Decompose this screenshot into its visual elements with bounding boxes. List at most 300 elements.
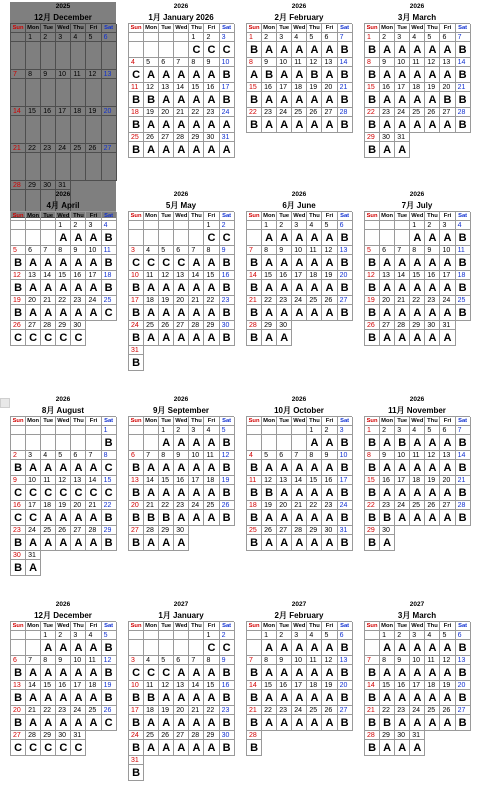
day-entry-cell[interactable]: A [262, 715, 277, 731]
day-entry-cell[interactable]: A [322, 305, 337, 321]
day-entry-cell[interactable]: B [338, 230, 353, 246]
day-entry-cell[interactable]: A [425, 67, 440, 83]
day-entry-cell[interactable]: A [159, 690, 174, 706]
day-entry-cell[interactable]: C [204, 42, 219, 58]
day-entry-cell[interactable]: A [174, 510, 189, 526]
day-entry-cell[interactable]: A [189, 305, 204, 321]
day-entry-cell[interactable]: A [410, 485, 425, 501]
day-entry-cell[interactable]: A [322, 67, 337, 83]
day-entry-cell[interactable]: A [204, 305, 219, 321]
day-entry-cell[interactable] [11, 42, 26, 70]
day-entry-cell[interactable]: B [365, 142, 380, 158]
day-entry-cell[interactable]: A [262, 117, 277, 133]
day-entry-cell[interactable]: B [338, 690, 353, 706]
day-entry-cell[interactable]: A [425, 230, 440, 246]
day-entry-cell[interactable]: A [26, 715, 41, 731]
day-entry-cell[interactable]: C [174, 255, 189, 271]
day-entry-cell[interactable]: A [71, 230, 86, 246]
day-entry-cell[interactable]: A [204, 92, 219, 108]
day-entry-cell[interactable]: B [365, 485, 380, 501]
day-entry-cell[interactable]: A [204, 740, 219, 756]
day-entry-cell[interactable]: A [380, 330, 395, 346]
day-entry-cell[interactable]: A [174, 67, 189, 83]
day-entry-cell[interactable]: A [277, 665, 292, 681]
day-entry-cell[interactable]: A [41, 715, 56, 731]
day-entry-cell[interactable] [11, 153, 26, 181]
day-entry-cell[interactable]: A [159, 117, 174, 133]
day-entry-cell[interactable] [11, 79, 26, 107]
day-entry-cell[interactable]: B [365, 255, 380, 271]
day-entry-cell[interactable]: B [365, 535, 380, 551]
day-entry-cell[interactable]: C [11, 510, 26, 526]
day-entry-cell[interactable]: B [129, 535, 144, 551]
day-entry-cell[interactable]: A [440, 42, 455, 58]
day-entry-cell[interactable]: A [86, 535, 101, 551]
day-entry-cell[interactable]: B [338, 435, 353, 451]
day-entry-cell[interactable]: B [380, 715, 395, 731]
day-entry-cell[interactable]: B [365, 715, 380, 731]
day-entry-cell[interactable]: B [247, 305, 262, 321]
day-entry-cell[interactable]: B [365, 330, 380, 346]
day-entry-cell[interactable] [159, 640, 174, 656]
day-entry-cell[interactable]: B [338, 92, 353, 108]
day-entry-cell[interactable]: B [220, 740, 235, 756]
day-entry-cell[interactable]: A [56, 535, 71, 551]
day-entry-cell[interactable]: A [26, 665, 41, 681]
day-entry-cell[interactable]: A [26, 535, 41, 551]
day-entry-cell[interactable]: B [144, 510, 159, 526]
day-entry-cell[interactable]: A [380, 740, 395, 756]
day-entry-cell[interactable]: B [247, 485, 262, 501]
day-entry-cell[interactable]: A [395, 67, 410, 83]
day-entry-cell[interactable]: A [307, 280, 322, 296]
day-entry-cell[interactable]: C [71, 485, 86, 501]
day-entry-cell[interactable]: B [456, 690, 471, 706]
day-entry-cell[interactable]: A [292, 460, 307, 476]
day-entry-cell[interactable] [129, 435, 144, 451]
day-entry-cell[interactable]: B [338, 485, 353, 501]
day-entry-cell[interactable]: A [395, 460, 410, 476]
day-entry-cell[interactable]: A [189, 715, 204, 731]
day-entry-cell[interactable] [56, 116, 71, 144]
day-entry-cell[interactable]: A [71, 510, 86, 526]
day-entry-cell[interactable]: A [277, 230, 292, 246]
day-entry-cell[interactable]: B [247, 330, 262, 346]
day-entry-cell[interactable]: B [129, 280, 144, 296]
day-entry-cell[interactable]: C [41, 485, 56, 501]
day-entry-cell[interactable]: C [26, 510, 41, 526]
day-entry-cell[interactable]: A [410, 460, 425, 476]
day-entry-cell[interactable]: A [189, 92, 204, 108]
row-marker[interactable] [0, 398, 10, 408]
day-entry-cell[interactable]: A [144, 142, 159, 158]
day-entry-cell[interactable]: A [86, 460, 101, 476]
day-entry-cell[interactable]: A [425, 460, 440, 476]
day-entry-cell[interactable]: B [11, 690, 26, 706]
day-entry-cell[interactable]: A [277, 67, 292, 83]
day-entry-cell[interactable]: B [220, 510, 235, 526]
day-entry-cell[interactable]: A [410, 255, 425, 271]
day-entry-cell[interactable]: C [159, 255, 174, 271]
day-entry-cell[interactable]: A [204, 510, 219, 526]
day-entry-cell[interactable]: A [410, 230, 425, 246]
day-entry-cell[interactable]: A [395, 640, 410, 656]
day-entry-cell[interactable]: A [174, 142, 189, 158]
day-entry-cell[interactable]: A [174, 305, 189, 321]
day-entry-cell[interactable] [56, 153, 71, 181]
day-entry-cell[interactable]: A [440, 435, 455, 451]
day-entry-cell[interactable]: B [456, 715, 471, 731]
day-entry-cell[interactable]: A [189, 460, 204, 476]
day-entry-cell[interactable]: A [410, 715, 425, 731]
day-entry-cell[interactable]: A [204, 690, 219, 706]
day-entry-cell[interactable]: A [425, 92, 440, 108]
day-entry-cell[interactable] [144, 640, 159, 656]
day-entry-cell[interactable]: B [129, 355, 144, 371]
day-entry-cell[interactable] [189, 640, 204, 656]
day-entry-cell[interactable]: B [365, 460, 380, 476]
day-entry-cell[interactable]: A [41, 665, 56, 681]
day-entry-cell[interactable]: A [144, 330, 159, 346]
day-entry-cell[interactable]: B [220, 255, 235, 271]
day-entry-cell[interactable]: A [292, 280, 307, 296]
day-entry-cell[interactable]: B [129, 690, 144, 706]
day-entry-cell[interactable]: A [56, 640, 71, 656]
day-entry-cell[interactable]: B [102, 690, 117, 706]
day-entry-cell[interactable]: B [338, 715, 353, 731]
day-entry-cell[interactable]: A [425, 485, 440, 501]
day-entry-cell[interactable]: A [425, 690, 440, 706]
day-entry-cell[interactable]: A [380, 640, 395, 656]
day-entry-cell[interactable]: A [440, 255, 455, 271]
day-entry-cell[interactable]: A [71, 535, 86, 551]
day-entry-cell[interactable]: B [247, 92, 262, 108]
day-entry-cell[interactable]: C [159, 665, 174, 681]
day-entry-cell[interactable]: B [11, 460, 26, 476]
day-entry-cell[interactable]: A [41, 280, 56, 296]
day-entry-cell[interactable]: A [322, 92, 337, 108]
day-entry-cell[interactable] [144, 230, 159, 246]
day-entry-cell[interactable] [102, 116, 117, 144]
day-entry-cell[interactable]: A [56, 690, 71, 706]
day-entry-cell[interactable]: C [220, 230, 235, 246]
day-entry-cell[interactable]: B [247, 42, 262, 58]
day-entry-cell[interactable]: C [204, 230, 219, 246]
day-entry-cell[interactable]: A [322, 690, 337, 706]
day-entry-cell[interactable]: A [220, 142, 235, 158]
day-entry-cell[interactable]: B [338, 640, 353, 656]
day-entry-cell[interactable] [365, 230, 380, 246]
day-entry-cell[interactable] [129, 230, 144, 246]
day-entry-cell[interactable]: A [395, 255, 410, 271]
day-entry-cell[interactable] [247, 640, 262, 656]
day-entry-cell[interactable]: B [365, 117, 380, 133]
day-entry-cell[interactable]: A [292, 42, 307, 58]
day-entry-cell[interactable]: A [425, 665, 440, 681]
day-entry-cell[interactable]: B [365, 690, 380, 706]
day-entry-cell[interactable]: B [456, 42, 471, 58]
day-entry-cell[interactable]: C [26, 485, 41, 501]
day-entry-cell[interactable]: A [159, 67, 174, 83]
day-entry-cell[interactable]: A [380, 665, 395, 681]
day-entry-cell[interactable]: A [204, 460, 219, 476]
day-entry-cell[interactable]: A [322, 435, 337, 451]
day-entry-cell[interactable]: B [11, 715, 26, 731]
day-entry-cell[interactable]: A [56, 305, 71, 321]
day-entry-cell[interactable] [56, 79, 71, 107]
day-entry-cell[interactable]: C [102, 460, 117, 476]
day-entry-cell[interactable]: A [307, 435, 322, 451]
day-entry-cell[interactable]: A [425, 305, 440, 321]
day-entry-cell[interactable]: A [277, 715, 292, 731]
day-entry-cell[interactable]: B [307, 67, 322, 83]
day-entry-cell[interactable]: A [262, 460, 277, 476]
day-entry-cell[interactable]: A [204, 485, 219, 501]
day-entry-cell[interactable]: A [410, 92, 425, 108]
day-entry-cell[interactable]: B [456, 92, 471, 108]
day-entry-cell[interactable]: B [456, 510, 471, 526]
day-entry-cell[interactable]: A [292, 67, 307, 83]
day-entry-cell[interactable]: A [410, 330, 425, 346]
day-entry-cell[interactable]: B [129, 92, 144, 108]
day-entry-cell[interactable]: B [365, 740, 380, 756]
day-entry-cell[interactable]: A [425, 280, 440, 296]
day-entry-cell[interactable]: B [102, 255, 117, 271]
day-entry-cell[interactable]: B [338, 117, 353, 133]
day-entry-cell[interactable]: A [41, 255, 56, 271]
day-entry-cell[interactable]: A [292, 715, 307, 731]
day-entry-cell[interactable]: A [322, 715, 337, 731]
day-entry-cell[interactable]: A [380, 142, 395, 158]
day-entry-cell[interactable]: A [292, 485, 307, 501]
day-entry-cell[interactable]: A [189, 255, 204, 271]
day-entry-cell[interactable] [41, 153, 56, 181]
day-entry-cell[interactable]: A [307, 485, 322, 501]
day-entry-cell[interactable]: A [262, 255, 277, 271]
day-entry-cell[interactable]: B [380, 510, 395, 526]
day-entry-cell[interactable]: A [159, 535, 174, 551]
day-entry-cell[interactable]: B [247, 255, 262, 271]
day-entry-cell[interactable]: B [456, 117, 471, 133]
day-entry-cell[interactable]: A [262, 92, 277, 108]
day-entry-cell[interactable]: A [144, 460, 159, 476]
day-entry-cell[interactable]: A [395, 715, 410, 731]
day-entry-cell[interactable]: B [129, 460, 144, 476]
day-entry-cell[interactable] [71, 435, 86, 451]
day-entry-cell[interactable]: C [102, 485, 117, 501]
day-entry-cell[interactable] [365, 640, 380, 656]
day-entry-cell[interactable]: A [307, 460, 322, 476]
day-entry-cell[interactable]: B [456, 230, 471, 246]
day-entry-cell[interactable]: B [220, 715, 235, 731]
day-entry-cell[interactable]: A [86, 715, 101, 731]
day-entry-cell[interactable]: A [41, 305, 56, 321]
day-entry-cell[interactable]: B [220, 460, 235, 476]
day-entry-cell[interactable]: A [41, 640, 56, 656]
day-entry-cell[interactable]: A [380, 460, 395, 476]
day-entry-cell[interactable]: A [159, 435, 174, 451]
day-entry-cell[interactable]: C [56, 330, 71, 346]
day-entry-cell[interactable]: A [292, 92, 307, 108]
day-entry-cell[interactable]: A [41, 460, 56, 476]
day-entry-cell[interactable]: A [189, 117, 204, 133]
day-entry-cell[interactable] [144, 42, 159, 58]
day-entry-cell[interactable]: A [395, 485, 410, 501]
day-entry-cell[interactable]: A [440, 460, 455, 476]
day-entry-cell[interactable]: A [174, 535, 189, 551]
day-entry-cell[interactable] [247, 230, 262, 246]
day-entry-cell[interactable]: A [144, 305, 159, 321]
day-entry-cell[interactable]: A [440, 230, 455, 246]
day-entry-cell[interactable]: A [410, 665, 425, 681]
day-entry-cell[interactable]: A [71, 460, 86, 476]
day-entry-cell[interactable] [86, 116, 101, 144]
day-entry-cell[interactable]: A [71, 665, 86, 681]
day-entry-cell[interactable]: A [425, 510, 440, 526]
day-entry-cell[interactable]: A [395, 690, 410, 706]
day-entry-cell[interactable]: A [292, 690, 307, 706]
day-entry-cell[interactable]: A [26, 460, 41, 476]
day-entry-cell[interactable] [26, 640, 41, 656]
day-entry-cell[interactable]: B [247, 280, 262, 296]
day-entry-cell[interactable]: A [71, 640, 86, 656]
day-entry-cell[interactable]: A [395, 305, 410, 321]
day-entry-cell[interactable]: A [322, 42, 337, 58]
day-entry-cell[interactable]: A [159, 305, 174, 321]
day-entry-cell[interactable]: A [174, 715, 189, 731]
day-entry-cell[interactable]: A [277, 485, 292, 501]
day-entry-cell[interactable]: B [11, 280, 26, 296]
day-entry-cell[interactable]: A [277, 305, 292, 321]
day-entry-cell[interactable]: A [159, 280, 174, 296]
day-entry-cell[interactable]: A [26, 255, 41, 271]
day-entry-cell[interactable] [26, 79, 41, 107]
day-entry-cell[interactable]: A [322, 485, 337, 501]
day-entry-cell[interactable]: A [71, 255, 86, 271]
day-entry-cell[interactable] [26, 230, 41, 246]
day-entry-cell[interactable]: A [277, 535, 292, 551]
day-entry-cell[interactable]: B [220, 67, 235, 83]
day-entry-cell[interactable]: A [204, 665, 219, 681]
day-entry-cell[interactable]: B [144, 92, 159, 108]
day-entry-cell[interactable]: A [307, 255, 322, 271]
day-entry-cell[interactable]: B [456, 460, 471, 476]
day-entry-cell[interactable] [26, 153, 41, 181]
day-entry-cell[interactable]: A [174, 435, 189, 451]
day-entry-cell[interactable]: A [174, 92, 189, 108]
day-entry-cell[interactable] [11, 230, 26, 246]
day-entry-cell[interactable] [292, 435, 307, 451]
day-entry-cell[interactable]: C [41, 740, 56, 756]
day-entry-cell[interactable]: B [129, 305, 144, 321]
day-entry-cell[interactable]: B [338, 255, 353, 271]
day-entry-cell[interactable]: A [292, 305, 307, 321]
day-entry-cell[interactable]: A [322, 640, 337, 656]
day-entry-cell[interactable]: C [129, 255, 144, 271]
day-entry-cell[interactable]: A [86, 255, 101, 271]
day-entry-cell[interactable]: A [86, 690, 101, 706]
day-entry-cell[interactable]: A [189, 142, 204, 158]
day-entry-cell[interactable]: C [26, 740, 41, 756]
day-entry-cell[interactable]: B [102, 230, 117, 246]
day-entry-cell[interactable]: C [102, 715, 117, 731]
day-entry-cell[interactable] [86, 435, 101, 451]
day-entry-cell[interactable]: B [11, 535, 26, 551]
day-entry-cell[interactable]: A [56, 280, 71, 296]
day-entry-cell[interactable]: A [262, 42, 277, 58]
day-entry-cell[interactable]: A [410, 67, 425, 83]
day-entry-cell[interactable]: A [204, 142, 219, 158]
day-entry-cell[interactable]: A [292, 117, 307, 133]
day-entry-cell[interactable]: A [262, 690, 277, 706]
day-entry-cell[interactable]: A [71, 690, 86, 706]
day-entry-cell[interactable] [71, 79, 86, 107]
day-entry-cell[interactable]: C [144, 665, 159, 681]
day-entry-cell[interactable]: A [410, 640, 425, 656]
day-entry-cell[interactable]: B [365, 280, 380, 296]
day-entry-cell[interactable] [102, 153, 117, 181]
day-entry-cell[interactable]: A [410, 435, 425, 451]
day-entry-cell[interactable]: B [440, 92, 455, 108]
day-entry-cell[interactable]: B [129, 142, 144, 158]
day-entry-cell[interactable] [159, 230, 174, 246]
day-entry-cell[interactable]: A [395, 740, 410, 756]
day-entry-cell[interactable]: A [204, 330, 219, 346]
day-entry-cell[interactable] [174, 230, 189, 246]
day-entry-cell[interactable]: C [11, 485, 26, 501]
day-entry-cell[interactable]: A [322, 230, 337, 246]
day-entry-cell[interactable]: A [440, 715, 455, 731]
day-entry-cell[interactable]: B [338, 460, 353, 476]
day-entry-cell[interactable]: A [159, 740, 174, 756]
day-entry-cell[interactable]: A [86, 230, 101, 246]
day-entry-cell[interactable]: A [144, 485, 159, 501]
day-entry-cell[interactable]: A [262, 330, 277, 346]
day-entry-cell[interactable]: A [262, 640, 277, 656]
day-entry-cell[interactable]: B [456, 67, 471, 83]
day-entry-cell[interactable]: A [322, 665, 337, 681]
day-entry-cell[interactable]: A [307, 42, 322, 58]
day-entry-cell[interactable]: A [144, 740, 159, 756]
day-entry-cell[interactable]: B [220, 280, 235, 296]
day-entry-cell[interactable] [41, 42, 56, 70]
day-entry-cell[interactable] [262, 435, 277, 451]
day-entry-cell[interactable]: A [380, 117, 395, 133]
day-entry-cell[interactable]: A [56, 715, 71, 731]
day-entry-cell[interactable]: B [220, 690, 235, 706]
day-entry-cell[interactable]: A [395, 92, 410, 108]
day-entry-cell[interactable]: C [11, 330, 26, 346]
day-entry-cell[interactable]: A [292, 640, 307, 656]
day-entry-cell[interactable]: C [189, 42, 204, 58]
day-entry-cell[interactable]: A [440, 640, 455, 656]
day-entry-cell[interactable] [86, 42, 101, 70]
day-entry-cell[interactable]: A [220, 117, 235, 133]
day-entry-cell[interactable]: B [247, 117, 262, 133]
day-entry-cell[interactable] [26, 435, 41, 451]
day-entry-cell[interactable]: B [11, 255, 26, 271]
day-entry-cell[interactable]: A [277, 92, 292, 108]
day-entry-cell[interactable]: A [380, 690, 395, 706]
day-entry-cell[interactable]: B [365, 305, 380, 321]
day-entry-cell[interactable]: B [102, 535, 117, 551]
day-entry-cell[interactable]: A [159, 460, 174, 476]
day-entry-cell[interactable] [102, 79, 117, 107]
day-entry-cell[interactable]: A [174, 280, 189, 296]
day-entry-cell[interactable]: B [247, 715, 262, 731]
day-entry-cell[interactable]: A [380, 485, 395, 501]
day-entry-cell[interactable]: A [262, 535, 277, 551]
